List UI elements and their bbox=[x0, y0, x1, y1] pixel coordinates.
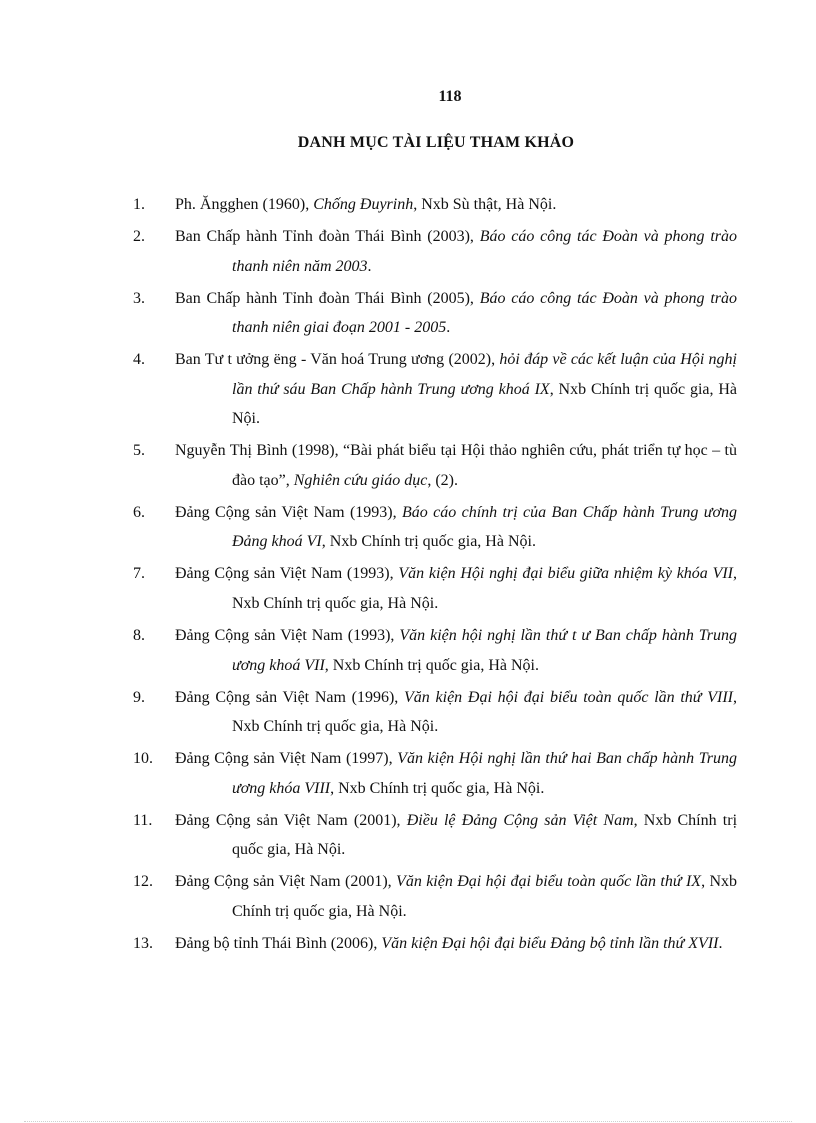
reference-publisher: , Nxb Chính trị quốc gia, Hà Nội. bbox=[324, 656, 539, 674]
reference-title: Văn kiện hội nghị lần thứ t ư Ban chấp hành Trung ương khoá VII bbox=[232, 627, 738, 674]
reference-title: Văn kiện Đại hội đại biểu Đảng bộ tỉnh lần thứ XVII bbox=[381, 934, 719, 952]
reference-title: Điều lệ Đảng Cộng sản Việt Nam bbox=[406, 811, 634, 829]
reference-title: Báo cáo chính trị của Ban Chấp hành Trung ương Đảng khoá VI bbox=[232, 503, 738, 551]
reference-title: Văn kiện Hội nghị lần thứ hai Ban chấp hành Trung ương khóa VIII bbox=[232, 750, 738, 797]
reference-author: Đảng Cộng sản Việt Nam (1997), bbox=[175, 750, 398, 768]
page-bottom-divider bbox=[24, 1121, 792, 1122]
reference-number: 3. bbox=[133, 289, 145, 307]
reference-publisher: , Nxb Chính trị quốc gia, Hà Nội. bbox=[232, 688, 737, 736]
reference-number: 7. bbox=[133, 565, 145, 583]
reference-author: Đảng Cộng sản Việt Nam (1993), bbox=[175, 627, 400, 645]
reference-publisher: , Nxb Chính trị quốc gia, Hà Nội. bbox=[330, 779, 545, 797]
reference-author: Ph. Ăngghen (1960), bbox=[175, 196, 314, 213]
reference-number: 4. bbox=[133, 351, 145, 369]
reference-number: 5. bbox=[133, 442, 145, 460]
reference-publisher: , Nxb Chính trị quốc gia, Hà Nội. bbox=[321, 533, 536, 551]
reference-title: Báo cáo công tác Đoàn và phong trào thanh niên năm 2003 bbox=[232, 227, 737, 275]
reference-number: 9. bbox=[133, 688, 145, 706]
reference-author: Đảng Cộng sản Việt Nam (1993), bbox=[175, 565, 399, 583]
reference-item bbox=[133, 559, 737, 618]
reference-item bbox=[133, 683, 737, 742]
reference-title: Văn kiện Hội nghị đại biểu giữa nhiệm kỳ khóa VII bbox=[398, 565, 733, 583]
reference-item bbox=[133, 498, 737, 557]
reference-title: Văn kiện Đại hội đại biểu toàn quốc lần thứ VIII bbox=[404, 688, 733, 706]
reference-number: 1. bbox=[133, 196, 145, 213]
reference-publisher: , (2). bbox=[427, 471, 458, 489]
reference-author: Đảng Cộng sản Việt Nam (2001), bbox=[175, 873, 397, 891]
reference-number: 12. bbox=[133, 873, 153, 891]
reference-number: 10. bbox=[133, 750, 153, 768]
reference-title: Báo cáo công tác Đoàn và phong trào thanh niên giai đoạn 2001 - 2005 bbox=[232, 289, 737, 337]
reference-publisher: . bbox=[446, 319, 451, 337]
reference-publisher: , Nxb Chính trị quốc gia, Hà Nội. bbox=[232, 873, 738, 920]
reference-author: Đảng Cộng sản Việt Nam (1993), bbox=[175, 503, 402, 521]
reference-publisher: , Nxb Chính trị quốc gia, Hà Nội. bbox=[232, 565, 737, 613]
reference-title: hỏi đáp về các kết luận của Hội nghị lần thứ sáu Ban Chấp hành Trung ương khoá IX bbox=[232, 351, 737, 398]
reference-item bbox=[133, 222, 737, 281]
reference-author: Ban Chấp hành Tỉnh đoàn Thái Bình (2003), bbox=[175, 227, 480, 245]
reference-author: Đảng Cộng sản Việt Nam (1996), bbox=[175, 688, 405, 706]
reference-title: Nghiên cứu giáo dục bbox=[293, 471, 428, 489]
reference-publisher: . bbox=[367, 257, 372, 275]
page-number: 118 bbox=[438, 88, 462, 105]
reference-item bbox=[133, 284, 737, 343]
reference-title: Văn kiện Đại hội đại biểu toàn quốc lần thứ IX bbox=[396, 873, 702, 891]
reference-author: Đảng bộ tỉnh Thái Bình (2006), bbox=[175, 934, 382, 952]
reference-item bbox=[133, 436, 737, 495]
reference-publisher: , Nxb Chính trị quốc gia, Hà Nội. bbox=[232, 380, 738, 428]
reference-author: Ban Tư t ưởng ëng - Văn hoá Trung ương (2002), bbox=[175, 351, 500, 369]
reference-number: 6. bbox=[133, 503, 145, 521]
reference-author: Đảng Cộng sản Việt Nam (2001), bbox=[175, 811, 407, 829]
reference-author: Ban Chấp hành Tỉnh đoàn Thái Bình (2005), bbox=[175, 289, 480, 307]
reference-item bbox=[133, 806, 737, 865]
page-title: DANH MỤC TÀI LIỆU THAM KHẢO bbox=[297, 134, 575, 151]
reference-item bbox=[133, 744, 737, 803]
reference-list bbox=[133, 190, 737, 961]
reference-number: 13. bbox=[133, 934, 153, 952]
reference-publisher: , Nxb Chính trị quốc gia, Hà Nội. bbox=[232, 811, 738, 859]
reference-number: 2. bbox=[133, 227, 145, 245]
reference-item bbox=[133, 621, 737, 680]
reference-author: Nguyễn Thị Bình (1998), “Bài phát biểu tại Hội thảo nghiên cứu, phát triển tự học – tù đào tạo”, bbox=[175, 442, 737, 489]
reference-item bbox=[133, 929, 737, 959]
reference-publisher: , Nxb Sù thật, Hà Nội. bbox=[413, 196, 557, 213]
reference-publisher: . bbox=[718, 934, 723, 952]
reference-number: 8. bbox=[133, 627, 145, 645]
reference-item bbox=[133, 867, 737, 926]
reference-number: 11. bbox=[133, 811, 153, 829]
reference-item bbox=[133, 190, 737, 220]
reference-item bbox=[133, 345, 737, 434]
reference-title: Chống Đuyrinh bbox=[313, 196, 414, 213]
